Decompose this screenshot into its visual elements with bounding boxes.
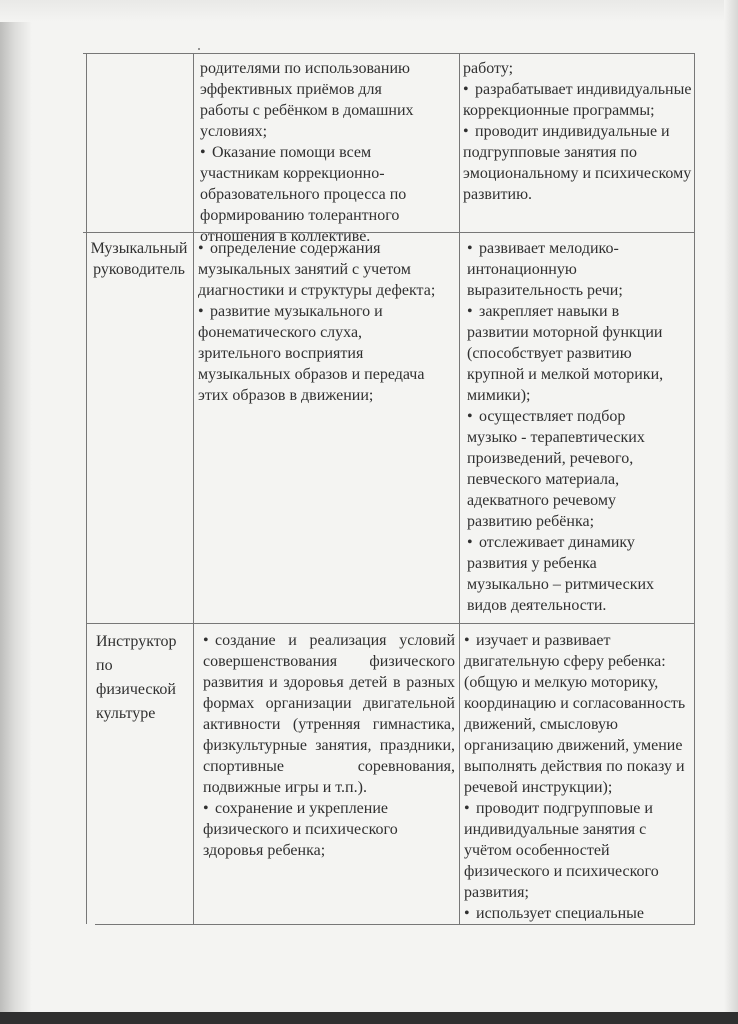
table-line-col2 [459, 53, 460, 924]
row2-col3-item-text: развивает мелодико-интонационную выразительность речи; [467, 240, 623, 299]
row1-col3-item [463, 121, 693, 205]
row3-col2-item [203, 798, 455, 861]
row1-col2-item-text: родителями по использованию эффективных приёмов для работы с ребёнком в домашних условиях; [200, 60, 414, 140]
row3-duties-col3 [464, 630, 692, 924]
row2-col3-item-text: отслеживает динамику развития у ребенка музыкально – ритмических видов деятельности. [467, 534, 655, 614]
row3-col2-item-text: создание и реализация условий совершенствования физического развития и здоровья детей в разных формах организации двигательной активности (утренняя гимнастика, физкультурные занятия, праздники, спортивные соревнования, подвижные игры и т.п.). [203, 632, 455, 796]
table-line-col3 [694, 53, 695, 924]
table-line-top [83, 53, 695, 54]
row3-role [96, 630, 188, 726]
bullet: • [467, 534, 473, 551]
row3-col3-item-text: изучает и развивает двигательную сферу ребенка: (общую и мелкую моторику, координацию и согласованность движений, смысловую организацию движений, умение выполнять действия по показу и речевой инструкции); [464, 632, 686, 796]
row1-col3-item [463, 79, 693, 121]
row3-col2-item [203, 630, 455, 798]
row2-col3-item [467, 301, 679, 406]
row2-col3-item [467, 532, 679, 616]
row1-duties-col2 [200, 58, 432, 247]
bullet: • [467, 303, 473, 320]
row2-duties-col3 [467, 238, 679, 616]
scan-speck [198, 48, 200, 50]
bullet: • [463, 123, 469, 140]
row1-col3-item-text: проводит индивидуальные и подгрупповые занятия по эмоциональному и психическому развитию. [463, 123, 692, 203]
row1-col3-item [463, 58, 693, 79]
row1-col3-item-text: работу; [463, 60, 514, 77]
bullet: • [467, 240, 473, 257]
table-line-row2 [86, 623, 695, 624]
bullet: • [464, 800, 470, 817]
row2-col3-item [467, 406, 679, 532]
row3-duties-col2 [203, 630, 455, 861]
bullet: • [198, 303, 204, 320]
row1-duties-col3 [463, 58, 693, 205]
row3-col3-item-text: использует специальные [476, 905, 644, 922]
table-line-bottom [95, 924, 695, 925]
row2-role [89, 238, 189, 280]
row2-col2-item [198, 301, 448, 406]
row2-col2-item-text: развитие музыкального и фонематического слуха, зрительного восприятия музыкальных образов и передача этих образов в движении; [198, 303, 425, 404]
row2-col2-item [198, 238, 448, 301]
row2-col3-item-text: закрепляет навыки в развитии моторной функции (способствует развитию крупной и мелкой моторики, мимики); [467, 303, 664, 404]
bullet: • [198, 240, 204, 257]
table-line-col0 [86, 53, 87, 924]
row2-duties-col2 [198, 238, 448, 406]
bullet: • [463, 81, 469, 98]
row3-role-text: Инструктор по физической культуре [96, 633, 177, 722]
row2-col2-item-text: определение содержания музыкальных занятий с учетом диагностики и структуры дефекта; [198, 240, 436, 299]
row3-col3-item [464, 903, 692, 924]
bullet: • [464, 632, 470, 649]
row2-col3-item-text: осуществляет подбор музыко - терапевтических произведений, речевого, певческого материала, адекватного речевому развитию ребёнка; [467, 408, 645, 530]
row1-col2-item [200, 142, 432, 247]
bullet: • [203, 632, 209, 649]
row3-col3-item [464, 798, 692, 903]
bullet: • [464, 905, 470, 922]
table-line-col1 [193, 53, 194, 924]
row3-col3-item [464, 630, 692, 798]
bullet: • [467, 408, 473, 425]
row1-col2-item [200, 58, 432, 142]
bullet: • [200, 144, 206, 161]
row3-col3-item-text: проводит подгрупповые и индивидуальные занятия с учётом особенностей физического и психического развития; [464, 800, 659, 901]
row2-col3-item [467, 238, 679, 301]
row3-col2-item-text: сохранение и укрепление физического и психического здоровья ребенка; [203, 800, 398, 859]
row1-col2-item-text: Оказание помощи всем участникам коррекционно-образовательного процесса по формированию толерантного отношения в коллективе. [200, 144, 407, 245]
row1-col3-item-text: разрабатывает индивидуальные коррекционные программы; [463, 81, 692, 119]
bullet: • [203, 800, 209, 817]
row2-role-text: Музыкальный руководитель [90, 240, 188, 278]
